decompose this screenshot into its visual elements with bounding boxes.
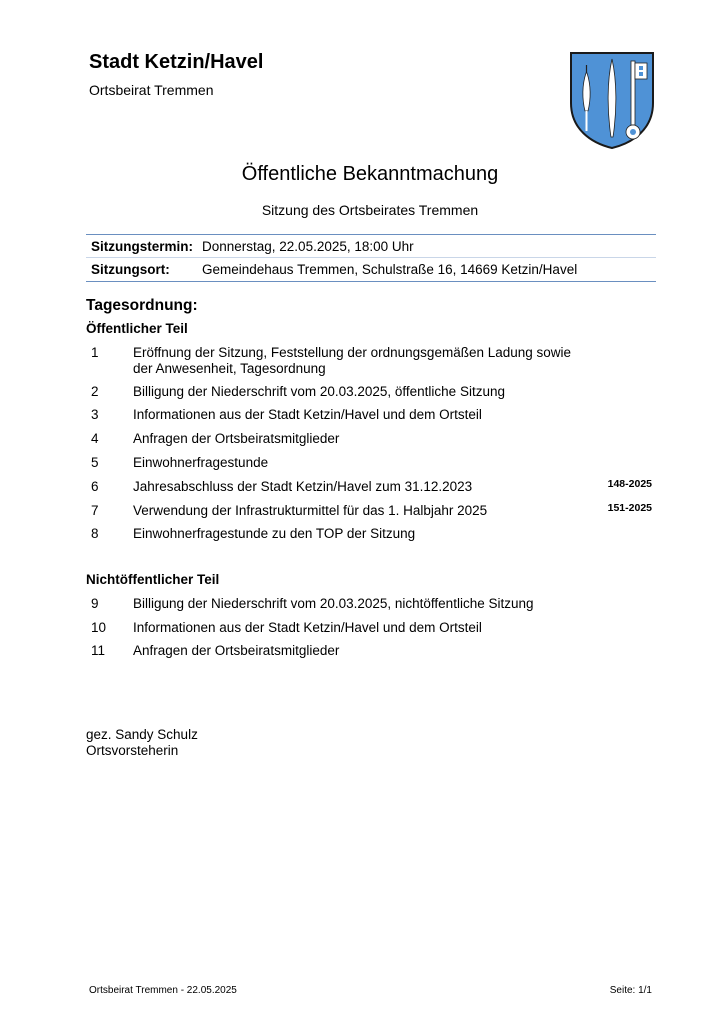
agenda-item-text: Billigung der Niederschrift vom 20.03.2025, öffentliche Sitzung <box>133 384 505 399</box>
agenda-item-text: Anfragen der Ortsbeiratsmitglieder <box>133 431 340 446</box>
agenda-item-number: 3 <box>91 407 99 422</box>
divider-bottom <box>86 281 656 282</box>
page-subtitle: Sitzung des Ortsbeirates Tremmen <box>261 202 479 218</box>
signature-role: Ortsvorsteherin <box>86 743 179 758</box>
agenda-item-text: Informationen aus der Stadt Ketzin/Havel und dem Ortsteil <box>133 407 482 422</box>
page-title: Öffentliche Bekanntmachung <box>241 163 499 185</box>
agenda-item-number: 9 <box>91 596 99 611</box>
agenda-item-number: 4 <box>91 431 99 446</box>
agenda-item-text: Informationen aus der Stadt Ketzin/Havel und dem Ortsteil <box>133 620 482 635</box>
agenda-item-reference: 148-2025 <box>607 478 652 490</box>
public-part-heading: Öffentlicher Teil <box>86 321 188 336</box>
council-name: Ortsbeirat Tremmen <box>89 82 214 98</box>
agenda-item-number: 2 <box>91 384 99 399</box>
meeting-date-label: Sitzungstermin: <box>91 239 194 254</box>
agenda-item-reference: 151-2025 <box>607 502 652 514</box>
agenda-item-text: Jahresabschluss der Stadt Ketzin/Havel zum 31.12.2023 <box>133 479 473 494</box>
agenda-item-number: 8 <box>91 526 99 541</box>
city-name: Stadt Ketzin/Havel <box>89 51 264 73</box>
agenda-item-number: 7 <box>91 503 99 518</box>
private-part-heading: Nichtöffentlicher Teil <box>86 572 220 587</box>
meeting-place-row <box>91 262 577 277</box>
agenda-item-number: 6 <box>91 479 99 494</box>
agenda-item-text: Einwohnerfragestunde zu den TOP der Sitzung <box>133 526 416 541</box>
agenda-item-number: 10 <box>91 620 107 635</box>
agenda-item-number: 11 <box>91 643 106 658</box>
footer-left: Ortsbeirat Tremmen - 22.05.2025 <box>89 985 237 996</box>
agenda-item-text: Einwohnerfragestunde <box>133 455 269 470</box>
agenda-item-number: 5 <box>91 455 99 470</box>
meeting-date-row <box>91 239 414 254</box>
meeting-place-value: Gemeindehaus Tremmen, Schulstraße 16, 14669 Ketzin/Havel <box>202 262 578 277</box>
divider-middle <box>86 257 656 258</box>
agenda-item-text: Eröffnung der Sitzung, Feststellung der ordnungsgemäßen Ladung sowie der Anwesenheit, Tagesordnung <box>133 345 572 376</box>
agenda-item-text: Verwendung der Infrastrukturmittel für das 1. Halbjahr 2025 <box>133 503 488 518</box>
agenda-item-text: Anfragen der Ortsbeiratsmitglieder <box>133 643 340 658</box>
footer-page-number: Seite: 1/1 <box>609 985 652 996</box>
signature-name: gez. Sandy Schulz <box>86 727 198 742</box>
meeting-place-label: Sitzungsort: <box>91 262 170 277</box>
coat-of-arms-icon <box>569 51 655 149</box>
agenda-item-text: Billigung der Niederschrift vom 20.03.2025, nichtöffentliche Sitzung <box>133 596 534 611</box>
agenda-heading: Tagesordnung: <box>86 297 198 314</box>
signature-block <box>86 727 198 759</box>
divider-top <box>86 234 656 235</box>
agenda-item-number: 1 <box>91 345 99 360</box>
meeting-date-value: Donnerstag, 22.05.2025, 18:00 Uhr <box>202 239 414 254</box>
